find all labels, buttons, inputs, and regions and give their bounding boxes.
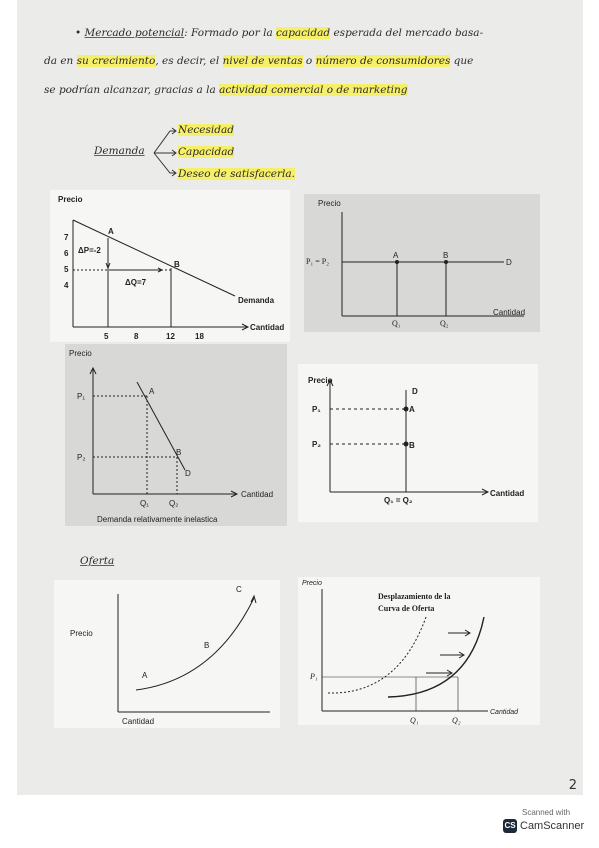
camscanner-logo-icon: CS [503,819,517,833]
y-tick-p1: P₁ [310,672,318,681]
x-tick-5: 5 [104,332,109,341]
price-label: P₁ = P₂ [306,257,329,266]
x-axis-label: Cantidad [493,308,526,317]
x-tick-q1-q2: Q₁ = Q₂ [384,496,413,505]
branch-deseo: Deseo de satisfacerla. [178,168,295,180]
point-a-label: A [409,405,415,414]
shift-title-line2: Curva de Oferta [378,604,435,613]
y-tick-6: 6 [64,249,69,258]
x-axis-label: Cantidad [490,709,519,716]
y-tick-p1: P₁ [312,405,321,414]
y-tick-p2: P₂ [312,440,321,449]
x-axis-label: Cantidad [250,323,285,332]
page-number: 2 [568,778,577,793]
point-b-label: B [174,260,180,269]
note-line-1: • Mercado potencial: Formado por la capacidad esperada del mercado basa- [75,27,484,39]
y-tick-7: 7 [64,233,69,242]
y-tick-5: 5 [64,265,69,274]
y-tick-4: 4 [64,281,69,290]
point-b-label: B [443,251,449,260]
y-axis-label: Precio [69,349,92,358]
x-tick-q1: Q₁ [140,499,149,508]
x-tick-18: 18 [195,332,204,341]
point-b-label: B [204,641,210,650]
delta-p-label: ΔP=-2 [78,246,101,255]
branch-capacidad: Capacidad [178,146,235,158]
chart-caption: Demanda relativamente inelastica [97,515,218,524]
branch-necesidad: Necesidad [178,124,234,136]
chart-supply-shift [298,577,540,725]
note-line-3: se podrían alcanzar, gracias a la actividad comercial o de marketing [44,84,408,96]
supply-line [136,598,254,690]
curve-label: D [412,387,418,396]
camscanner-watermark: Scanned with CS CamScanner [504,808,585,832]
series-label: Demanda [238,296,275,305]
chart-perfectly-inelastic [298,364,538,522]
supply-curve-shifted [388,617,484,697]
chart-demand-numeric [50,190,290,342]
delta-q-label: ΔQ=7 [125,278,147,287]
point-a-label: A [393,251,399,260]
note-line-2: da en su crecimiento, es decir, el nivel de ventas o número de consumidores que [44,55,474,67]
y-axis-label: Precio [70,629,93,638]
curve-label: D [185,469,191,478]
y-axis-label: Precio [308,376,333,385]
y-axis-label: Precio [58,195,83,204]
shift-title-line1: Desplazamiento de la [378,592,451,601]
chart-perfectly-elastic [304,194,540,332]
x-tick-q2: Q₂ [452,716,461,725]
x-tick-q2: Q₂ [169,499,179,508]
term-mercado-potencial: Mercado potencial [84,27,185,39]
y-axis-label: Precio [302,580,322,587]
x-tick-12: 12 [166,332,175,341]
point-c-label: C [236,585,242,594]
point-b-label: B [176,448,182,457]
point-b-label: B [409,441,415,450]
x-axis-label: Cantidad [241,490,274,499]
point-a-label: A [142,671,148,680]
x-tick-q1: Q₁ [410,716,419,725]
chart-inelastic [65,344,287,526]
x-tick-q1: Q₁ [392,319,401,328]
point-a-label: A [108,227,114,236]
x-axis-label: Cantidad [490,489,525,498]
x-tick-8: 8 [134,332,139,341]
y-axis-label: Precio [318,199,341,208]
x-axis-label: Cantidad [122,717,155,726]
supply-word: Oferta [80,555,115,567]
x-tick-q2: Q₂ [440,319,449,328]
y-tick-p2: P₂ [77,453,86,462]
y-tick-p1: P₁ [77,392,86,401]
chart-supply-curve [54,580,280,728]
demand-word: Demanda [94,145,145,157]
point-a-label: A [149,387,155,396]
supply-curve-original [328,617,426,693]
demand-line [73,220,235,296]
curve-label: D [506,258,512,267]
